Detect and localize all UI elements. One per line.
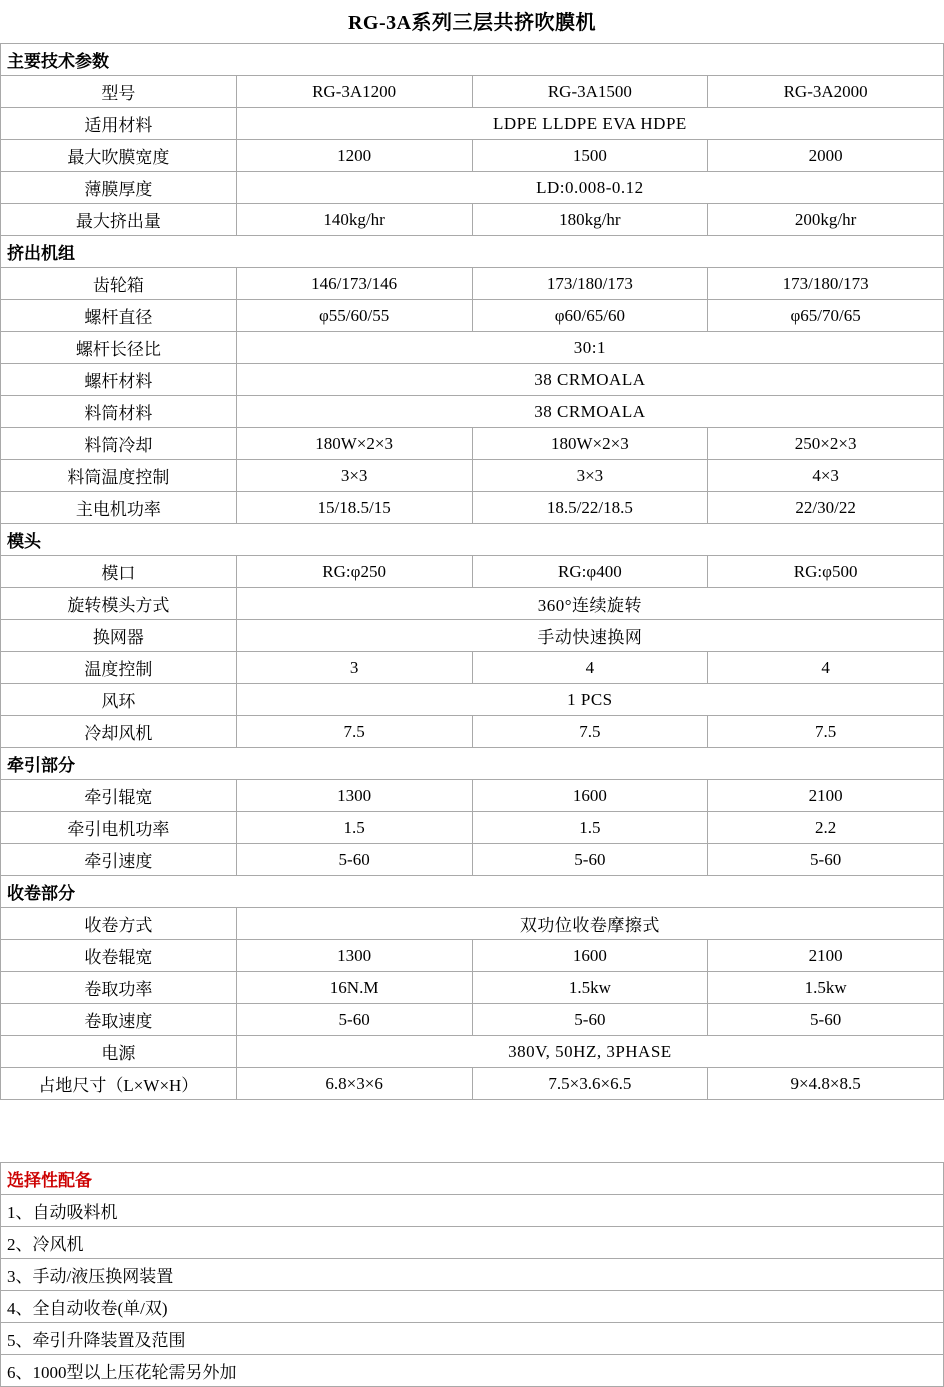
row-label: 料筒冷却 bbox=[1, 428, 237, 460]
row-value: 1.5kw bbox=[708, 972, 944, 1004]
row-value: 18.5/22/18.5 bbox=[472, 492, 708, 524]
row-value: 380V, 50HZ, 3PHASE bbox=[236, 1036, 943, 1068]
optional-header-label: 选择性配备 bbox=[1, 1163, 944, 1195]
row-value: 38 CRMOALA bbox=[236, 364, 943, 396]
optional-equipment-body bbox=[1, 1163, 944, 1387]
row-value: LD:0.008-0.12 bbox=[236, 172, 943, 204]
row-value: 360°连续旋转 bbox=[236, 588, 943, 620]
row-value: 1600 bbox=[472, 940, 708, 972]
row-label: 牵引辊宽 bbox=[1, 780, 237, 812]
table-row bbox=[1, 684, 944, 716]
table-row bbox=[1, 908, 944, 940]
row-label: 换网器 bbox=[1, 620, 237, 652]
row-label: 风环 bbox=[1, 684, 237, 716]
row-label: 齿轮箱 bbox=[1, 268, 237, 300]
row-value: RG-3A1200 bbox=[236, 76, 472, 108]
row-value: 1300 bbox=[236, 780, 472, 812]
section-header-row bbox=[1, 748, 944, 780]
table-row bbox=[1, 268, 944, 300]
section-header-label: 主要技术参数 bbox=[1, 44, 944, 76]
row-value: 173/180/173 bbox=[472, 268, 708, 300]
row-label: 牵引速度 bbox=[1, 844, 237, 876]
row-value: 16N.M bbox=[236, 972, 472, 1004]
row-value: 1600 bbox=[472, 780, 708, 812]
table-row bbox=[1, 556, 944, 588]
table-row bbox=[1, 492, 944, 524]
row-value: 200kg/hr bbox=[708, 204, 944, 236]
table-row bbox=[1, 1068, 944, 1100]
row-label: 收卷方式 bbox=[1, 908, 237, 940]
table-row bbox=[1, 1036, 944, 1068]
row-value: 180W×2×3 bbox=[472, 428, 708, 460]
row-label: 温度控制 bbox=[1, 652, 237, 684]
table-row bbox=[1, 204, 944, 236]
row-value: RG:φ250 bbox=[236, 556, 472, 588]
list-item bbox=[1, 1323, 944, 1355]
section-header-row bbox=[1, 44, 944, 76]
list-item bbox=[1, 1355, 944, 1387]
table-row bbox=[1, 652, 944, 684]
row-value: 双功位收卷摩擦式 bbox=[236, 908, 943, 940]
table-row bbox=[1, 844, 944, 876]
optional-item-label: 4、全自动收卷(单/双) bbox=[1, 1291, 944, 1323]
table-row bbox=[1, 76, 944, 108]
row-value: 手动快速换网 bbox=[236, 620, 943, 652]
table-row bbox=[1, 332, 944, 364]
row-value: 250×2×3 bbox=[708, 428, 944, 460]
row-label: 料筒温度控制 bbox=[1, 460, 237, 492]
row-value: 7.5 bbox=[236, 716, 472, 748]
row-value: 7.5 bbox=[708, 716, 944, 748]
row-label: 薄膜厚度 bbox=[1, 172, 237, 204]
row-value: 1500 bbox=[472, 140, 708, 172]
table-row bbox=[1, 172, 944, 204]
row-label: 牵引电机功率 bbox=[1, 812, 237, 844]
row-label: 螺杆材料 bbox=[1, 364, 237, 396]
table-row bbox=[1, 300, 944, 332]
section-spacer bbox=[0, 1100, 944, 1162]
section-header-label: 挤出机组 bbox=[1, 236, 944, 268]
row-label: 料筒材料 bbox=[1, 396, 237, 428]
row-value: 5-60 bbox=[236, 1004, 472, 1036]
row-value: 30:1 bbox=[236, 332, 943, 364]
row-value: 5-60 bbox=[472, 844, 708, 876]
row-value: 4×3 bbox=[708, 460, 944, 492]
row-value: 2100 bbox=[708, 940, 944, 972]
list-item bbox=[1, 1227, 944, 1259]
row-value: 173/180/173 bbox=[708, 268, 944, 300]
row-label: 卷取功率 bbox=[1, 972, 237, 1004]
list-item bbox=[1, 1291, 944, 1323]
row-value: 9×4.8×8.5 bbox=[708, 1068, 944, 1100]
table-row bbox=[1, 460, 944, 492]
row-label: 最大吹膜宽度 bbox=[1, 140, 237, 172]
row-value: 4 bbox=[472, 652, 708, 684]
table-row bbox=[1, 1004, 944, 1036]
table-row bbox=[1, 812, 944, 844]
row-value: 3×3 bbox=[236, 460, 472, 492]
row-label: 型号 bbox=[1, 76, 237, 108]
optional-equipment-table bbox=[0, 1162, 944, 1387]
row-value: 2100 bbox=[708, 780, 944, 812]
optional-item-label: 5、牵引升降装置及范围 bbox=[1, 1323, 944, 1355]
row-value: LDPE LLDPE EVA HDPE bbox=[236, 108, 943, 140]
row-value: φ55/60/55 bbox=[236, 300, 472, 332]
table-row bbox=[1, 716, 944, 748]
page-title: RG-3A系列三层共挤吹膜机 bbox=[347, 12, 597, 34]
section-header-row bbox=[1, 876, 944, 908]
row-label: 最大挤出量 bbox=[1, 204, 237, 236]
row-value: 140kg/hr bbox=[236, 204, 472, 236]
row-label: 冷却风机 bbox=[1, 716, 237, 748]
row-value: 180kg/hr bbox=[472, 204, 708, 236]
table-row bbox=[1, 940, 944, 972]
specification-table-body bbox=[1, 44, 944, 1100]
row-value: 5-60 bbox=[236, 844, 472, 876]
row-value: 2.2 bbox=[708, 812, 944, 844]
section-header-row bbox=[1, 524, 944, 556]
optional-item-label: 6、1000型以上压花轮需另外加 bbox=[1, 1355, 944, 1387]
row-label: 电源 bbox=[1, 1036, 237, 1068]
row-value: 1.5 bbox=[236, 812, 472, 844]
row-value: 1.5kw bbox=[472, 972, 708, 1004]
row-value: 3×3 bbox=[472, 460, 708, 492]
row-label: 螺杆长径比 bbox=[1, 332, 237, 364]
row-value: 1.5 bbox=[472, 812, 708, 844]
row-value: 4 bbox=[708, 652, 944, 684]
row-value: 7.5×3.6×6.5 bbox=[472, 1068, 708, 1100]
optional-item-label: 2、冷风机 bbox=[1, 1227, 944, 1259]
row-value: RG-3A1500 bbox=[472, 76, 708, 108]
row-label: 卷取速度 bbox=[1, 1004, 237, 1036]
row-value: 1300 bbox=[236, 940, 472, 972]
row-label: 适用材料 bbox=[1, 108, 237, 140]
row-label: 螺杆直径 bbox=[1, 300, 237, 332]
table-row bbox=[1, 364, 944, 396]
table-row bbox=[1, 428, 944, 460]
row-value: 5-60 bbox=[472, 1004, 708, 1036]
table-row bbox=[1, 780, 944, 812]
table-row bbox=[1, 396, 944, 428]
row-label: 占地尺寸（L×W×H） bbox=[1, 1068, 237, 1100]
section-header-label: 牵引部分 bbox=[1, 748, 944, 780]
row-value: RG:φ500 bbox=[708, 556, 944, 588]
table-row bbox=[1, 108, 944, 140]
row-value: 1200 bbox=[236, 140, 472, 172]
row-value: 180W×2×3 bbox=[236, 428, 472, 460]
row-value: φ60/65/60 bbox=[472, 300, 708, 332]
row-value: 7.5 bbox=[472, 716, 708, 748]
specification-table bbox=[0, 43, 944, 1100]
row-value: φ65/70/65 bbox=[708, 300, 944, 332]
row-value: 3 bbox=[236, 652, 472, 684]
section-header-label: 模头 bbox=[1, 524, 944, 556]
row-label: 模口 bbox=[1, 556, 237, 588]
table-row bbox=[1, 972, 944, 1004]
row-value: RG-3A2000 bbox=[708, 76, 944, 108]
section-header-row bbox=[1, 236, 944, 268]
row-label: 旋转模头方式 bbox=[1, 588, 237, 620]
list-item bbox=[1, 1195, 944, 1227]
row-value: 146/173/146 bbox=[236, 268, 472, 300]
table-row bbox=[1, 140, 944, 172]
row-label: 收卷辊宽 bbox=[1, 940, 237, 972]
row-value: 6.8×3×6 bbox=[236, 1068, 472, 1100]
row-value: 38 CRMOALA bbox=[236, 396, 943, 428]
section-header-label: 收卷部分 bbox=[1, 876, 944, 908]
row-label: 主电机功率 bbox=[1, 492, 237, 524]
row-value: 5-60 bbox=[708, 844, 944, 876]
optional-header-row bbox=[1, 1163, 944, 1195]
row-value: 5-60 bbox=[708, 1004, 944, 1036]
table-row bbox=[1, 620, 944, 652]
list-item bbox=[1, 1259, 944, 1291]
optional-item-label: 3、手动/液压换网装置 bbox=[1, 1259, 944, 1291]
row-value: 2000 bbox=[708, 140, 944, 172]
table-row bbox=[1, 588, 944, 620]
optional-item-label: 1、自动吸料机 bbox=[1, 1195, 944, 1227]
row-value: 1 PCS bbox=[236, 684, 943, 716]
row-value: 22/30/22 bbox=[708, 492, 944, 524]
row-value: 15/18.5/15 bbox=[236, 492, 472, 524]
row-value: RG:φ400 bbox=[472, 556, 708, 588]
